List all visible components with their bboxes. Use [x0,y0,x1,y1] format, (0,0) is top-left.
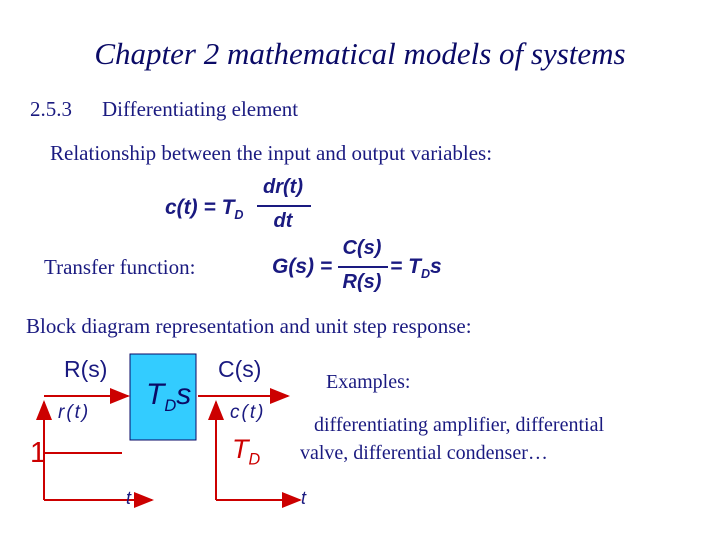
transfer-function-label: Transfer function: [44,255,196,279]
block-diagram-label: Block diagram representation and unit step response: [26,314,472,338]
examples-heading: Examples: [326,371,411,393]
slide-title: Chapter 2 mathematical models of systems [94,36,626,71]
section-heading [30,97,298,122]
equation-transfer-function [272,237,472,299]
section-number: 2.5.3 [30,97,72,121]
equation1-lhs: $c(t) = T_D$ [165,196,244,223]
equation2-denominator: R(s) [342,271,382,293]
examples-line-1: differentiating amplifier, differential [314,414,605,436]
relationship-label: Relationship between the input and output variables: [50,141,493,165]
examples-text [300,411,700,467]
input-time-label: r(t) [58,402,91,423]
output-label: C(s) [218,356,262,382]
output-time-label: c(t) [230,402,266,423]
step-value-label: 1 [30,437,47,469]
equation1-numerator: dr(t) [263,176,303,198]
fraction-bar [257,205,311,207]
equation1-denominator: dt [273,210,293,232]
impulse-label: $T_D$ [232,434,261,469]
block-label-text: $T_Ds$ [146,378,192,415]
fraction-bar [338,266,388,268]
section-title: Differentiating element [102,97,299,121]
input-label: R(s) [64,356,108,382]
equation2-lhs: G(s) = [272,255,333,278]
t-axis-label-output: t [301,488,307,508]
examples-line-2: valve, differential condenser… [300,442,548,464]
equation2-rhs: = $T_Ds$ [390,255,442,282]
equation2-numerator: C(s) [342,237,382,259]
block-diagram [0,340,320,520]
equation-differential [165,176,325,240]
t-axis-label-input: t [126,488,132,508]
